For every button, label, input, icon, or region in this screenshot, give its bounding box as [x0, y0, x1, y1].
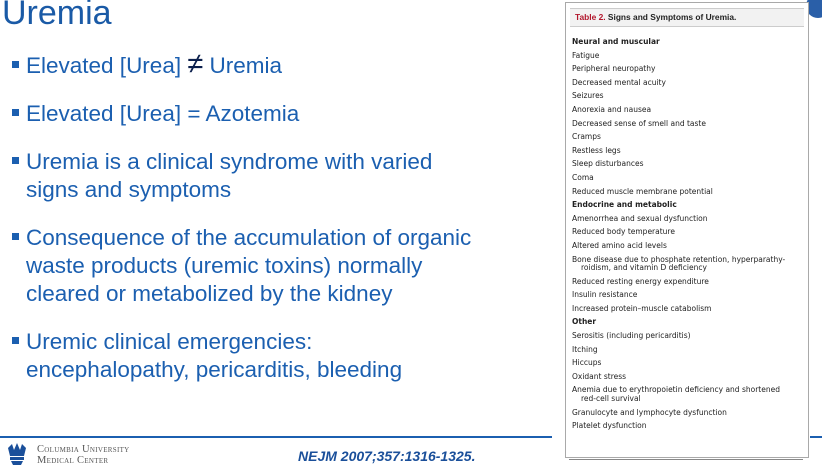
- table-row-text: Bone disease due to phosphate retention, hyperparathy-: [572, 254, 786, 264]
- table-row-text: Anemia due to erythropoietin deficiency and shortened: [572, 385, 780, 395]
- table-title: Signs and Symptoms of Uremia.: [605, 12, 737, 22]
- table-row-text: Anorexia and nausea: [572, 104, 652, 114]
- table-row-text: Amenorrhea and sexual dysfunction: [572, 213, 708, 223]
- bullet-item: [12, 148, 552, 204]
- table-row: [572, 212, 802, 226]
- table-row-text: Increased protein–muscle catabolism: [572, 303, 712, 313]
- not-equal-symbol: ≠: [187, 48, 204, 80]
- table-row-text: Decreased sense of smell and taste: [572, 118, 706, 128]
- table-row: [572, 225, 802, 239]
- table-row: [572, 253, 802, 275]
- table-row: [572, 103, 802, 117]
- table-row: [572, 329, 802, 343]
- table-row: [572, 76, 802, 90]
- table-row-text: Endocrine and metabolic: [572, 200, 677, 210]
- bullet-square-icon: [12, 109, 19, 116]
- table-section-header: [572, 35, 802, 49]
- table-row-text: Serositis (including pericarditis): [572, 331, 691, 341]
- bullet-text-part: Uremia: [203, 53, 283, 78]
- table-row: [572, 239, 802, 253]
- table-row-text: Restless legs: [572, 145, 621, 155]
- bullet-item: [12, 224, 552, 308]
- table-row: [572, 302, 802, 316]
- table-row: [572, 171, 802, 185]
- table-row-text: Insulin resistance: [572, 290, 638, 300]
- table-row-text: Neural and muscular: [572, 37, 660, 46]
- bullet-item: [12, 100, 552, 128]
- table-row: [572, 406, 802, 420]
- table-caption: [570, 8, 804, 27]
- table-row-text: Other: [572, 317, 597, 327]
- org-line-2: Medical Center: [37, 455, 109, 466]
- table-row: [572, 185, 802, 199]
- bullet-text: Uremia is a clinical syndrome with varied signs and symptoms: [26, 149, 433, 202]
- table-body: [566, 27, 808, 433]
- table-row: [572, 49, 802, 63]
- table-figure: [565, 2, 809, 458]
- org-name: [37, 444, 130, 466]
- citation-details: 2007;357:1316-1325.: [336, 448, 476, 464]
- table-row-text: Altered amino acid levels: [572, 240, 667, 250]
- bullet-text: Consequence of the accumulation of organic waste products (uremic toxins) normally cleared or metabolized by the kidney: [26, 225, 472, 306]
- columbia-crown-icon: [6, 442, 28, 466]
- bullet-item: [12, 48, 552, 80]
- bullet-square-icon: [12, 157, 19, 164]
- table-row-text: Reduced resting energy expenditure: [572, 276, 709, 286]
- table-row: [572, 370, 802, 384]
- table-row-text: Granulocyte and lymphocyte dysfunction: [572, 407, 727, 417]
- table-row-text: Reduced body temperature: [572, 227, 675, 237]
- table-row: [572, 343, 802, 357]
- table-row-text: Decreased mental acuity: [572, 77, 666, 87]
- slide-title: Uremia: [2, 0, 112, 32]
- table-row: [572, 117, 802, 131]
- table-row-continuation: roidism, and vitamin D deficiency: [581, 263, 707, 273]
- table-row-text: Seizures: [572, 91, 604, 101]
- table-section-header: [572, 198, 802, 212]
- citation: [298, 448, 475, 464]
- bullet-text: Elevated [Urea] = Azotemia: [26, 101, 300, 126]
- bullet-square-icon: [12, 337, 19, 344]
- bullet-square-icon: [12, 61, 19, 68]
- table-row-text: Hiccups: [572, 358, 602, 368]
- table-row-text: Peripheral neuropathy: [572, 64, 656, 74]
- table-row-text: Coma: [572, 172, 594, 182]
- table-row-text: Oxidant stress: [572, 371, 627, 381]
- footer-divider: [0, 436, 552, 438]
- table-row-text: Cramps: [572, 132, 601, 142]
- footer-divider: [810, 436, 822, 438]
- table-row: [572, 275, 802, 289]
- table-row: [572, 419, 802, 433]
- table-row: [572, 383, 802, 405]
- table-row-text: Fatigue: [572, 50, 600, 60]
- table-row: [572, 130, 802, 144]
- bullet-text: Uremic clinical emergencies: encephalopathy, pericarditis, bleeding: [26, 329, 403, 382]
- table-number: Table 2.: [575, 12, 606, 22]
- citation-journal: NEJM: [298, 448, 337, 464]
- bullet-item: [12, 328, 552, 384]
- table-row-continuation: red-cell survival: [581, 394, 641, 404]
- table-row: [572, 89, 802, 103]
- bullet-text-part: Elevated [Urea]: [26, 53, 188, 78]
- org-line-1: Columbia University: [37, 444, 130, 455]
- bullet-text: [26, 48, 283, 80]
- table-row-text: Sleep disturbances: [572, 159, 644, 169]
- table-row: [572, 62, 802, 76]
- table-row: [572, 356, 802, 370]
- bullet-square-icon: [12, 233, 19, 240]
- table-row: [572, 288, 802, 302]
- table-row-text: Platelet dysfunction: [572, 421, 647, 431]
- bullet-list: [12, 48, 552, 384]
- table-section-header: [572, 315, 802, 329]
- table-row-text: Reduced muscle membrane potential: [572, 186, 713, 196]
- table-row: [572, 157, 802, 171]
- table-row: [572, 144, 802, 158]
- table-bottom-rule: [569, 459, 803, 460]
- table-row-text: Itching: [572, 344, 598, 354]
